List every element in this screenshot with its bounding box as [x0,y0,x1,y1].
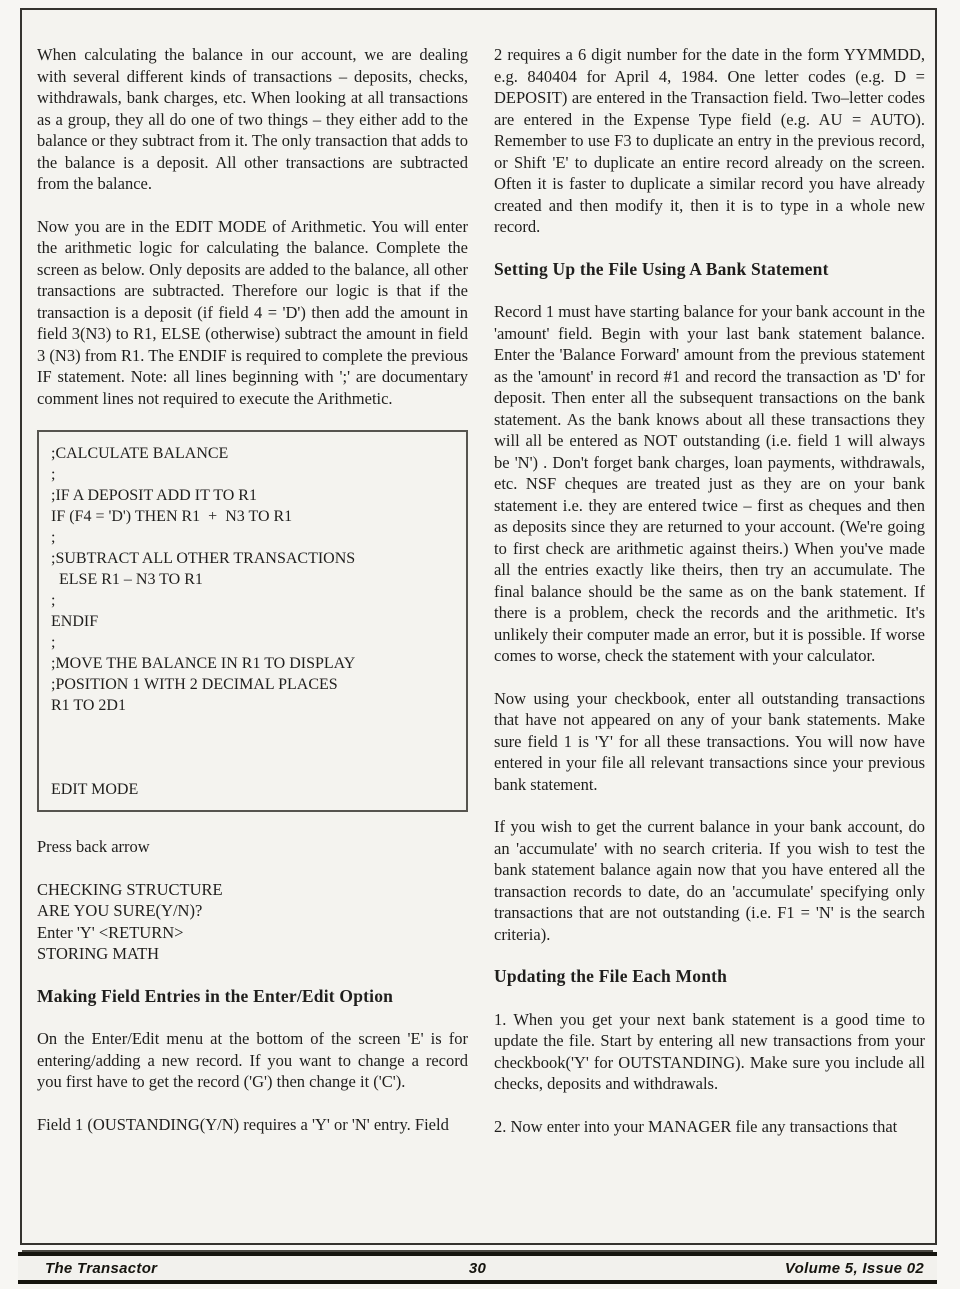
paragraph: 2 requires a 6 digit number for the date in the form YYMMDD, e.g. 840404 for April 4, 1984. One letter codes (e.g. D = DEPOSIT) are entered in the Transaction field. Two–letter codes are entered in the Expense Type field (e.g. AU = AUTO). Remember to use F3 to duplicate an entry in the previous record, or Shift 'E' to duplicate an entire record already on the screen. Often it is faster to duplicate a similar record you have already created and then modify it, then it is to type in a whole new record. [494,45,925,236]
code-line: ;POSITION 1 WITH 2 DECIMAL PLACES [51,676,338,693]
code-line: EDIT MODE [51,781,139,798]
code-line: ;SUBTRACT ALL OTHER TRANSACTIONS [51,550,356,567]
paragraph: Now you are in the EDIT MODE of Arithmetic. You will enter the arithmetic logic for calculating the balance. Complete the screen as below. Only deposits are added to the balance, all other transactions are subtracted. Therefore our logic is that if the transaction is a deposit (if field 4 = 'D') then add the amount in field 3(N3) to R1, ELSE (otherwise) subtract the amount in field 3 (N3) from R1. The ENDIF is required to complete the previous IF statement. Note: all lines beginning with ';' are documentary comment lines not required to execute the Arithmetic. [37,216,468,408]
right-column [494,44,925,1137]
paragraph: On the Enter/Edit menu at the bottom of the screen 'E' is for entering/adding a new record. If you want to change a record you first have to get the record ('G') then change it ('C'). [37,1029,468,1091]
code-line: ELSE R1 – N3 TO R1 [51,571,203,588]
section-heading-making-field-entries: Making Field Entries in the Enter/Edit Option [37,985,394,1006]
code-line [51,716,454,737]
paragraph: 1. When you get your next bank statement is a good time to update the file. Start by entering all new transactions from your checkbook('Y' for OUTSTANDING). Make sure you include all checks, deposits and withdrawals. [494,1009,925,1093]
paragraph: When calculating the balance in our account, we are dealing with several different kinds of transactions – deposits, checks, withdrawals, bank charges, etc. When looking at all transactions as a group, they all do one of two things – they either add to the balance or they subtract from it. The only transaction that adds to the balance is a deposit. All other transactions are subtracted from the balance. [37,45,468,193]
section-heading-setting-up-file: Setting Up the File Using A Bank Statement [494,258,829,279]
code-line: ; [51,634,56,651]
code-line: ; [51,592,56,609]
screen-output-line: Enter 'Y' <RETURN> [37,922,184,942]
footer-magazine-title: The Transactor [45,1259,158,1277]
code-line [51,737,454,758]
code-line [51,758,454,779]
press-back-arrow-note: Press back arrow [37,837,150,856]
paragraph: If you wish to get the current balance in your bank account, do an 'accumulate' with no search criteria. If you wish to test the bank statement balance again now that you have entered all the transaction records to date, do an 'accumulate' specifying only transactions that are not outstanding (i.e. F1 = 'N' is the search criteria). [494,817,925,944]
screen-output-line: ARE YOU SURE(Y/N)? [37,901,203,920]
paragraph: 2. Now enter into your MANAGER file any transactions that [494,1116,898,1136]
code-line: ;MOVE THE BALANCE IN R1 TO DISPLAY [51,655,356,672]
section-heading-updating-file: Updating the File Each Month [494,966,728,986]
paragraph: Now using your checkbook, enter all outstanding transactions that have not appeared on any of your bank statements. Make sure field 1 is 'Y' for all these transactions. You will now have entered in your file all relevant transactions since your previous bank statement. [494,688,925,794]
code-line: ; [51,529,56,546]
code-line: ; [51,466,56,483]
code-line: R1 TO 2D1 [51,697,126,714]
left-column [37,44,468,1135]
paragraph: Record 1 must have starting balance for your bank account in the 'amount' field. Begin with your last bank statement balance. Enter the 'Balance Forward' amount from the previous statement as the 'amount' in record #1 and record the transaction as 'D' for deposit. Then enter all the subsequent transactions on the bank statement. As the bank knows about all these transactions they will all be entered as NOT outstanding (i.e. field 1 will always be 'N') . Don't forget bank charges, loan payments, withdrawals, etc. NSF cheques are treated just as they are on your bank statement i.e. they are entered twice – first as cheques and then as deposits since they are returned to your account. (We're going to first check are arithmetic against theirs.) When you've made all the entries exactly like theirs, then try an accumulate. The final balance should be the same as on the bank statement. If there is a problem, check the records and the arithmetic. It's unlikely their computer made an error, but it is possible. If worse comes to worse, check the statement with your calculator. [494,302,925,665]
footer-page-number: 30 [468,1259,487,1277]
code-line: ;IF A DEPOSIT ADD IT TO R1 [51,487,257,504]
code-line: IF (F4 = 'D') THEN R1 + N3 TO R1 [51,508,293,525]
footer-issue-label: Volume 5, Issue 02 [784,1259,924,1277]
code-line: ENDIF [51,613,99,630]
screen-output-line: CHECKING STRUCTURE [37,879,223,899]
code-line: ;CALCULATE BALANCE [51,445,229,462]
code-box [37,430,468,812]
paragraph: Field 1 (OUSTANDING(Y/N) requires a 'Y' or 'N' entry. Field [37,1114,449,1134]
footer [18,1252,937,1284]
screen-output-lines [37,879,468,965]
screen-output-line: STORING MATH [37,944,160,963]
